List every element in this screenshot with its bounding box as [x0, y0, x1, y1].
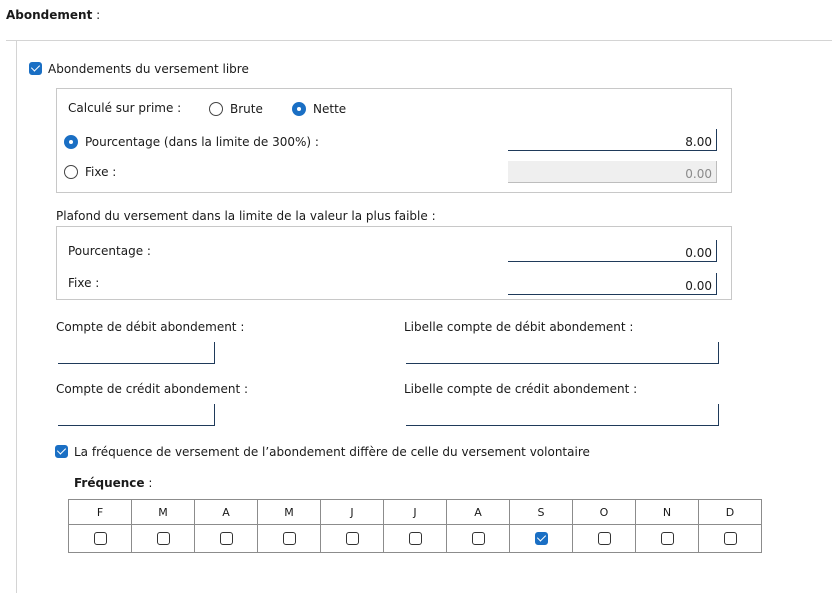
month-cell — [573, 525, 636, 553]
month-cell — [132, 525, 195, 553]
nette-label: Nette — [313, 102, 347, 116]
month-header: J — [321, 500, 384, 525]
month-cell — [636, 525, 699, 553]
month-header: A — [447, 500, 510, 525]
abondements-versement-libre-checkbox[interactable] — [29, 62, 42, 75]
brute-label: Brute — [230, 102, 263, 116]
libelle-debit-input[interactable] — [406, 342, 719, 364]
month-checkbox[interactable] — [535, 532, 548, 545]
abondements-versement-libre-label: Abondements du versement libre — [48, 62, 249, 76]
month-header: O — [573, 500, 636, 525]
section-title — [6, 8, 100, 22]
frequence-differe-label: La fréquence de versement de l’abondement diffère de celle du versement volontaire — [74, 445, 590, 459]
month-cell — [258, 525, 321, 553]
libelle-credit-input[interactable] — [406, 404, 719, 426]
frequence-differe-checkbox[interactable] — [55, 445, 68, 458]
month-header: S — [510, 500, 573, 525]
month-checkbox[interactable] — [94, 532, 107, 545]
month-header: A — [195, 500, 258, 525]
brute-radio[interactable] — [209, 102, 223, 116]
month-cell — [510, 525, 573, 553]
plafond-pourcentage-label: Pourcentage : — [68, 244, 151, 258]
fixe-label: Fixe : — [85, 165, 117, 179]
month-cell — [69, 525, 132, 553]
month-cell — [699, 525, 762, 553]
month-checkbox[interactable] — [409, 532, 422, 545]
month-checkbox[interactable] — [661, 532, 674, 545]
compte-debit-label: Compte de débit abondement : — [56, 320, 245, 334]
month-header: M — [258, 500, 321, 525]
plafond-pourcentage-input[interactable] — [508, 240, 717, 262]
nette-radio[interactable] — [292, 102, 306, 116]
frequence-title-text: Fréquence — [74, 476, 145, 490]
month-checkbox[interactable] — [157, 532, 170, 545]
month-checkbox[interactable] — [472, 532, 485, 545]
month-checkbox[interactable] — [598, 532, 611, 545]
month-header: D — [699, 500, 762, 525]
fixe-radio[interactable] — [64, 165, 78, 179]
month-header: J — [384, 500, 447, 525]
month-checkbox[interactable] — [220, 532, 233, 545]
frequence-title — [74, 476, 152, 490]
month-header: F — [69, 500, 132, 525]
fixe-input[interactable] — [508, 161, 717, 183]
month-checkbox[interactable] — [346, 532, 359, 545]
month-checkbox[interactable] — [724, 532, 737, 545]
month-cell — [447, 525, 510, 553]
frequence-checkbox-row — [69, 525, 762, 553]
calcule-sur-prime-label: Calculé sur prime : — [68, 101, 182, 115]
section-left-border — [16, 40, 17, 593]
pourcentage-input[interactable] — [508, 129, 717, 151]
pourcentage-radio[interactable] — [64, 135, 78, 149]
frequence-table — [68, 499, 762, 553]
section-divider — [6, 40, 832, 41]
libelle-credit-label: Libelle compte de crédit abondement : — [404, 382, 638, 396]
pourcentage-label: Pourcentage (dans la limite de 300%) : — [85, 135, 319, 149]
month-cell — [195, 525, 258, 553]
libelle-debit-label: Libelle compte de débit abondement : — [404, 320, 634, 334]
plafond-fixe-label: Fixe : — [68, 276, 100, 290]
month-checkbox[interactable] — [283, 532, 296, 545]
compte-credit-input[interactable] — [58, 404, 215, 426]
frequence-header-row — [69, 500, 762, 525]
month-header: N — [636, 500, 699, 525]
frequence-title-colon: : — [148, 476, 153, 490]
section-title-text: Abondement — [6, 8, 93, 22]
plafond-title: Plafond du versement dans la limite de la valeur la plus faible : — [56, 209, 436, 223]
plafond-fixe-input[interactable] — [508, 273, 717, 295]
section-title-colon: : — [96, 8, 101, 22]
month-cell — [384, 525, 447, 553]
compte-credit-label: Compte de crédit abondement : — [56, 382, 249, 396]
month-cell — [321, 525, 384, 553]
compte-debit-input[interactable] — [58, 342, 215, 364]
month-header: M — [132, 500, 195, 525]
